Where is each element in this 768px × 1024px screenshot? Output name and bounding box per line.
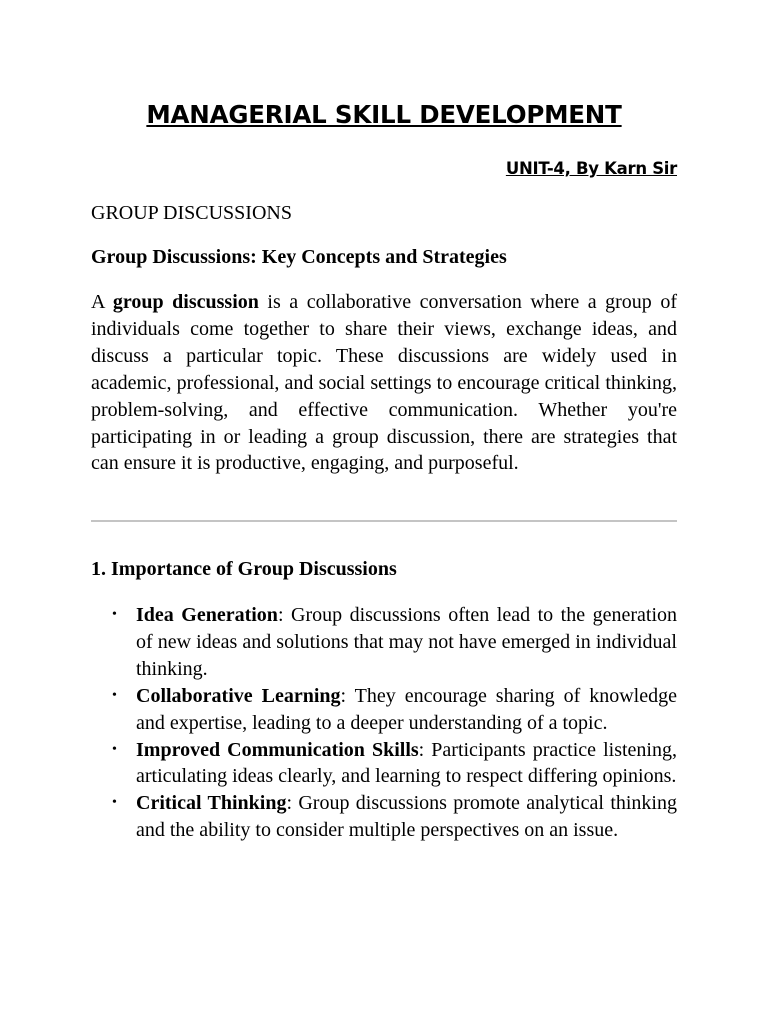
document-title: MANAGERIAL SKILL DEVELOPMENT	[146, 100, 622, 129]
list-item-term: Collaborative Learning	[136, 684, 341, 707]
intro-text: is a collaborative conversation where a group of individuals come together to share their views, exchange ideas, and discuss a particular topic. These discussions are widely used in academic, professional, and social settings to encourage critical thinking, problem-solving, and effective communication. Whether you're participating in or leading a group discussion, there are strategies that can ensure it is productive, engaging, and purposeful.	[91, 291, 677, 475]
horizontal-divider	[91, 520, 677, 522]
list-item	[91, 737, 677, 791]
intro-paragraph	[91, 289, 677, 477]
list-item-text: Group discussions promote analytical thinking and the ability to consider multiple perspectives on an issue.	[136, 792, 677, 842]
importance-list	[91, 602, 677, 844]
list-item-separator: :	[277, 604, 284, 626]
section-heading: 1. Importance of Group Discussions	[91, 558, 397, 580]
list-item-term: Improved Communication Skills	[136, 738, 419, 761]
bullet-icon: •	[112, 607, 117, 622]
list-item-separator: :	[286, 792, 293, 815]
list-item	[91, 602, 677, 683]
list-item-text: Participants practice listening, articulating ideas clearly, and learning to respect differing opinions.	[136, 738, 677, 788]
intro-lead: A	[91, 291, 113, 313]
list-item-separator: :	[418, 738, 425, 761]
list-item-separator: :	[340, 684, 347, 707]
bullet-icon: •	[112, 795, 117, 811]
bullet-icon: •	[112, 687, 117, 703]
list-item	[91, 790, 677, 844]
intro-term: group discussion	[112, 291, 259, 313]
list-item-text: Group discussions often lead to the generation of new ideas and solutions that may not have emerged in individual thinking.	[136, 604, 677, 680]
section-label: GROUP DISCUSSIONS	[91, 202, 292, 224]
list-item-term: Idea Generation	[136, 604, 278, 626]
unit-author-line: UNIT-4, By Karn Sir	[505, 159, 677, 178]
list-item-term: Critical Thinking	[136, 792, 287, 815]
list-item-text: They encourage sharing of knowledge and expertise, leading to a deeper understanding of a topic.	[136, 684, 677, 734]
section-subtitle: Group Discussions: Key Concepts and Strategies	[91, 246, 507, 268]
bullet-icon: •	[112, 741, 117, 757]
list-item	[91, 683, 677, 737]
